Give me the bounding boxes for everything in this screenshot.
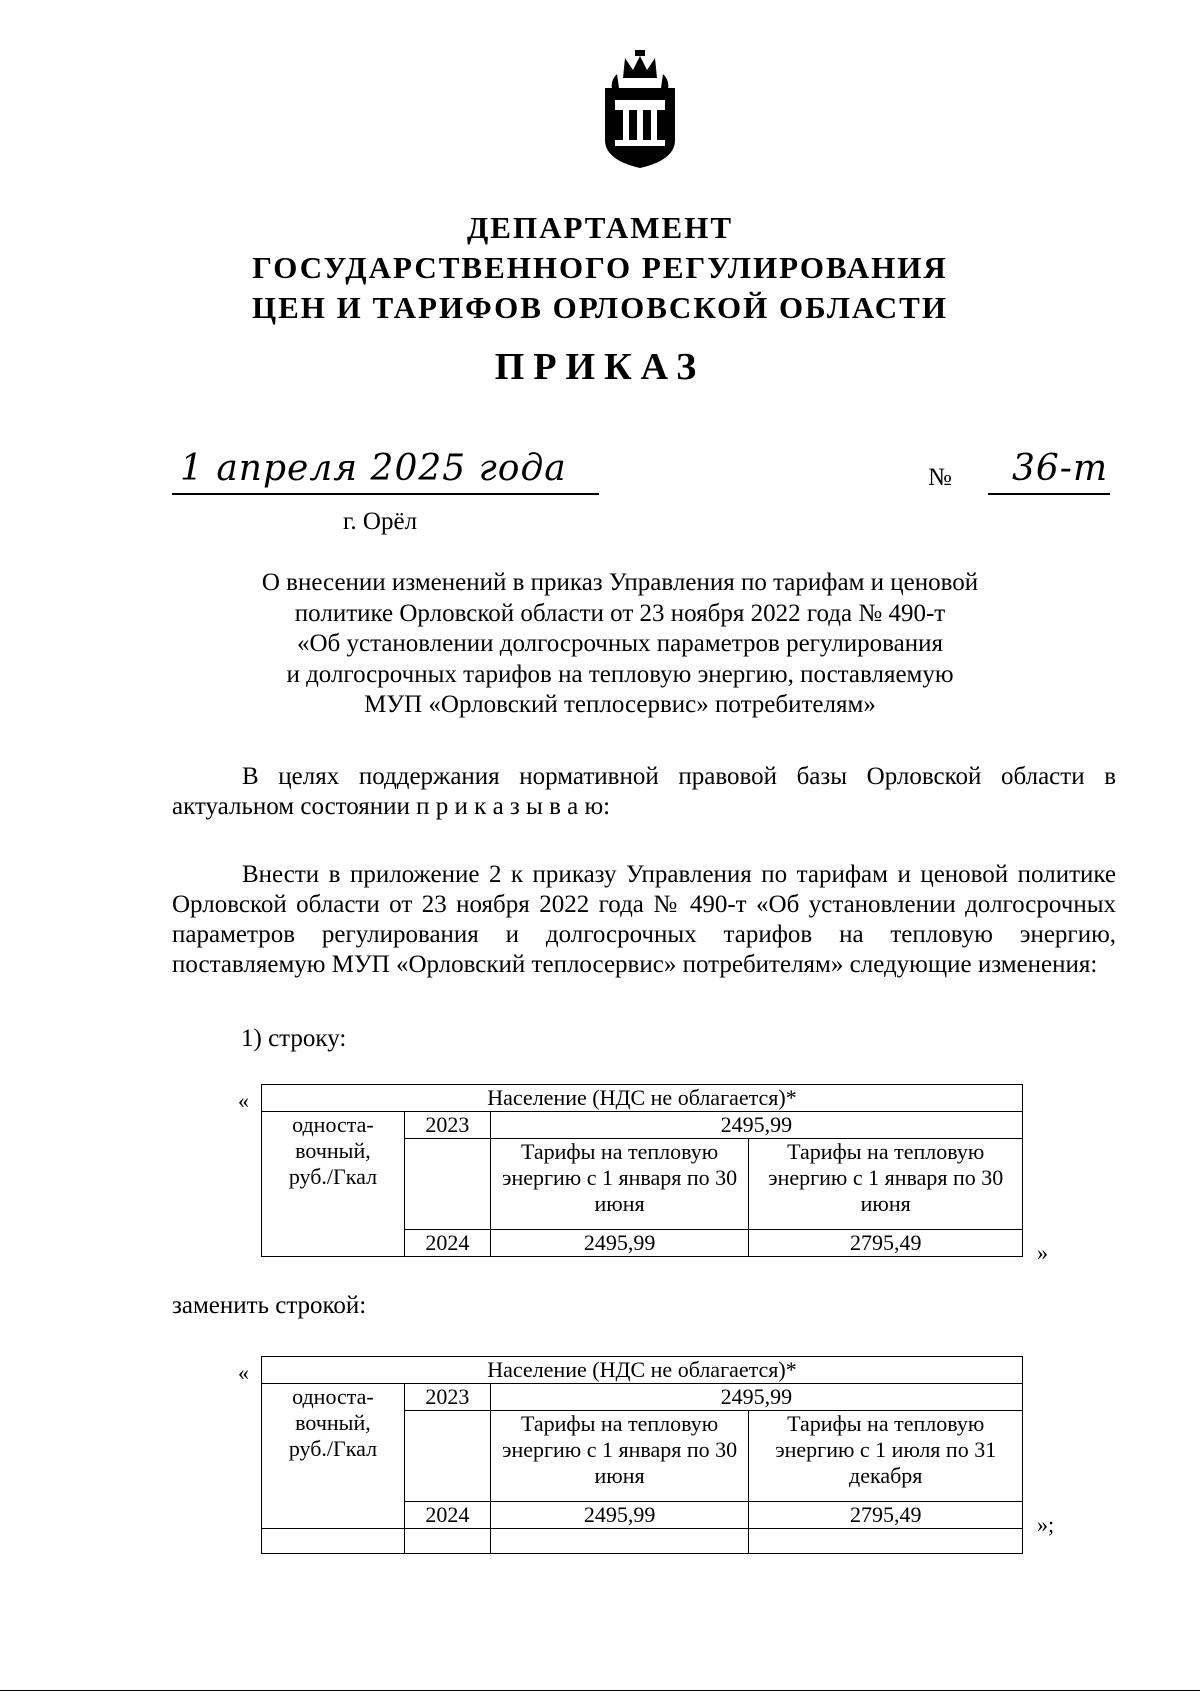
department-name-line-3: ЦЕН И ТАРИФОВ ОРЛОВСКОЙ ОБЛАСТИ	[252, 290, 948, 325]
unit-cell: односта- вочный, руб./Гкал	[262, 1112, 405, 1257]
table-row	[262, 1357, 1023, 1384]
department-name-line-1: ДЕПАРТАМЕНТ	[466, 210, 734, 245]
column-header-cell: Тарифы на тепловую энергию с 1 января по 30 июня	[749, 1139, 1023, 1230]
group-header-cell: Население (НДС не облагается)*	[262, 1085, 1023, 1112]
empty-cell	[262, 1529, 405, 1554]
table-row	[262, 1529, 1023, 1554]
empty-cell	[404, 1529, 490, 1554]
unit-cell: односта- вочный, руб./Гкал	[262, 1384, 405, 1529]
order-subject	[170, 568, 1070, 721]
column-header-cell: Тарифы на тепловую энергию с 1 января по 30 июня	[490, 1411, 749, 1502]
open-quote-old: «	[238, 1088, 249, 1113]
tariff-table-new	[261, 1356, 1023, 1554]
empty-cell	[404, 1139, 490, 1230]
value-cell: 2495,99	[490, 1230, 749, 1257]
paragraph-purpose-text: В целях поддержания нормативной правовой базы Орловской области в актуальном состоянии п р и к а з ы в а ю:	[172, 763, 1116, 820]
date-underline	[172, 493, 599, 495]
paragraph-amendment-text: Внести в приложение 2 к приказу Управления по тарифам и ценовой политике Орловской области от 23 ноября 2022 года № 490-т «Об установлении долгосрочных параметров регулирования и долгосрочных тарифов на тепловую энергию, поставляемую МУП «Орловский теплосервис» потребителям» следующие изменения:	[172, 861, 1116, 978]
table-row	[262, 1384, 1023, 1411]
close-quote-new: »;	[1037, 1512, 1055, 1537]
coat-of-arms-emblem	[595, 48, 685, 170]
subject-line-4: и долгосрочных тарифов на тепловую энергию, поставляемую	[286, 660, 954, 688]
empty-cell	[749, 1529, 1023, 1554]
subject-line-3: «Об установлении долгосрочных параметров регулирования	[296, 630, 944, 657]
number-label: №	[928, 464, 952, 491]
document-type-title: ПРИКАЗ	[494, 346, 706, 388]
year-cell: 2023	[404, 1112, 490, 1139]
value-cell: 2795,49	[749, 1230, 1023, 1257]
column-header-cell: Тарифы на тепловую энергию с 1 июля по 31 декабря	[749, 1411, 1023, 1502]
close-quote-old: »	[1037, 1240, 1048, 1265]
table-row	[262, 1112, 1023, 1139]
handwritten-order-number: 36-т	[1012, 448, 1109, 489]
department-name-line-2: ГОСУДАРСТВЕННОГО РЕГУЛИРОВАНИЯ	[252, 250, 948, 285]
table-row	[262, 1085, 1023, 1112]
city: г. Орёл	[343, 508, 418, 535]
number-underline	[988, 493, 1110, 495]
year-cell: 2023	[404, 1384, 490, 1411]
paragraph-amendment	[172, 860, 1116, 980]
open-quote-new: «	[238, 1360, 249, 1385]
subject-line-5: МУП «Орловский теплосервис» потребителям»	[364, 691, 876, 718]
value-cell: 2495,99	[490, 1502, 749, 1529]
handwritten-date: 1 апреля 2025 года	[180, 448, 567, 489]
value-cell: 2795,49	[749, 1502, 1023, 1529]
page-bottom-edge	[0, 1690, 1200, 1691]
group-header-cell: Население (НДС не облагается)*	[262, 1357, 1023, 1384]
subject-line-1: О внесении изменений в приказ Управления по тарифам и ценовой	[261, 569, 979, 596]
empty-cell	[404, 1411, 490, 1502]
column-header-cell: Тарифы на тепловую энергию с 1 января по 30 июня	[490, 1139, 749, 1230]
list-item-1: 1) строку:	[241, 1025, 347, 1052]
year-cell: 2024	[404, 1230, 490, 1257]
subject-line-2: политике Орловской области от 23 ноября 2022 года № 490-т	[294, 599, 946, 627]
value-cell: 2495,99	[490, 1384, 1022, 1411]
paragraph-purpose	[172, 762, 1116, 822]
value-cell: 2495,99	[490, 1112, 1022, 1139]
empty-cell	[490, 1529, 749, 1554]
year-cell: 2024	[404, 1502, 490, 1529]
tariff-table-old	[261, 1084, 1023, 1257]
replace-label: заменить строкой:	[172, 1292, 367, 1319]
